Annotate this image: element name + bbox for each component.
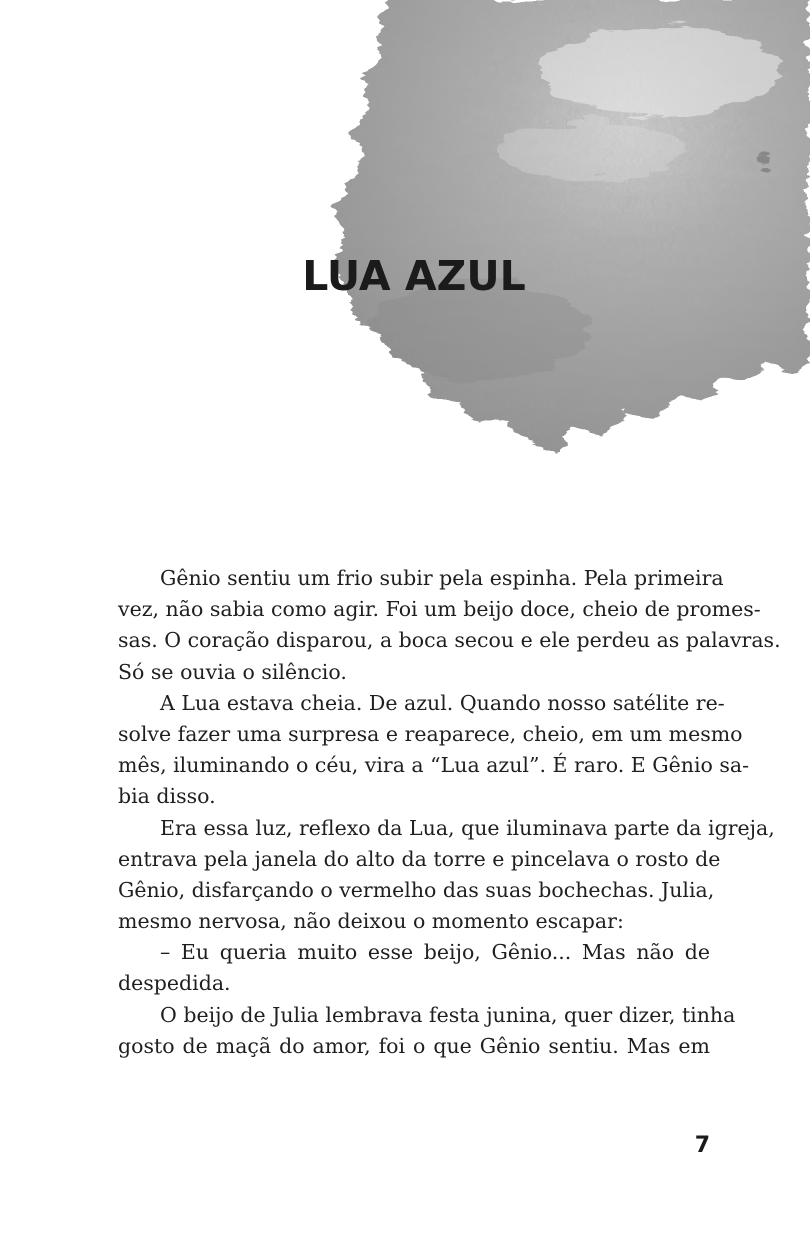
text-line: A Lua estava cheia. De azul. Quando nosso satélite re- [160, 690, 725, 715]
text-line: sas. O coração disparou, a boca secou e ele perdeu as palavras. [118, 628, 781, 653]
text-line: gosto de maçã do amor, foi o que Gênio sentiu. Mas em [118, 1033, 710, 1058]
text-line: O beijo de Julia lembrava festa junina, quer dizer, tinha [160, 1002, 736, 1027]
text-line: Só se ouvia o silêncio. [118, 659, 347, 684]
page-number: 7 [694, 1133, 710, 1158]
text-line: Era essa luz, reflexo da Lua, que iluminava parte da igreja, [160, 815, 775, 840]
text-line: mês, iluminando o céu, vira a “Lua azul”. É raro. E Gênio sa- [118, 753, 750, 778]
watercolor-splash-illustration [330, 0, 810, 470]
text-line: vez, não sabia como agir. Foi um beijo doce, cheio de promes- [118, 597, 761, 622]
text-line: entrava pela janela do alto da torre e pincelava o rosto de [118, 846, 721, 871]
chapter-title: LUA AZUL [302, 252, 526, 300]
body-text [118, 563, 781, 1062]
text-line: solve fazer uma surpresa e reaparece, cheio, em um mesmo [118, 721, 743, 746]
text-line: Gênio sentiu um frio subir pela espinha. Pela primeira [160, 566, 724, 590]
text-line: bia disso. [118, 784, 216, 809]
text-line: mesmo nervosa, não deixou o momento escapar: [118, 909, 624, 934]
text-line: despedida. [118, 971, 231, 996]
text-line: – Eu queria muito esse beijo, Gênio... Mas não de [160, 940, 710, 965]
text-line: Gênio, disfarçando o vermelho das suas bochechas. Julia, [118, 877, 715, 902]
